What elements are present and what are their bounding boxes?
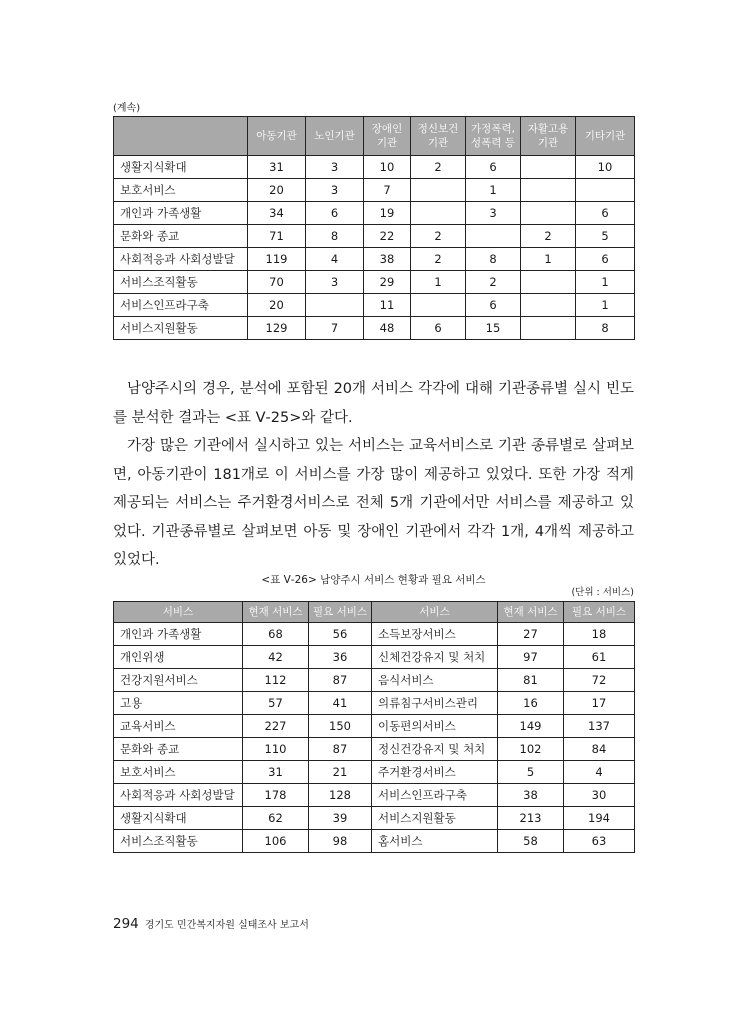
row-label-cell: 건강지원서비스	[114, 669, 243, 692]
table-row	[114, 669, 635, 692]
row-label-cell: 서비스지원활동	[114, 317, 248, 340]
row-label-cell: 사회적응과 사회성발달	[114, 248, 248, 271]
value-cell: 6	[411, 317, 466, 340]
row-label-cell: 개인과 가족생활	[114, 202, 248, 225]
value-cell	[411, 202, 466, 225]
table-row	[114, 202, 635, 225]
value-cell	[521, 294, 576, 317]
column-header: 서비스	[114, 602, 243, 623]
value-cell: 112	[243, 669, 309, 692]
row-label-cell: 서비스조직활동	[114, 271, 248, 294]
row-label-cell: 보호서비스	[114, 761, 243, 784]
value-cell: 87	[309, 669, 372, 692]
value-cell: 36	[309, 646, 372, 669]
value-cell: 150	[309, 715, 372, 738]
row-label-cell: 홈서비스	[372, 830, 498, 853]
value-cell: 8	[466, 248, 521, 271]
table-row	[114, 830, 635, 853]
value-cell: 20	[248, 294, 306, 317]
column-header: 아동기관	[248, 117, 306, 156]
column-header: 장애인 기관	[364, 117, 411, 156]
value-cell	[411, 294, 466, 317]
value-cell: 62	[243, 807, 309, 830]
value-cell: 8	[576, 317, 635, 340]
paragraph-2-text: 가장 많은 기관에서 실시하고 있는 서비스는 교육서비스로 기관 종류별로 살펴보면, 아동기관이 181개로 이 서비스를 가장 많이 제공하고 있었다. 또한 가장 적게 제공되는 서비스는 주거환경서비스로 전체 5개 기관에서만 서비스를 제공하고 있었다. 기관종류별로 살펴보면 아동 및 장애인 기관에서 각각 1개, 4개씩 제공하고 있었다.	[113, 438, 634, 568]
value-cell: 71	[248, 225, 306, 248]
value-cell: 4	[564, 761, 635, 784]
table-row	[114, 248, 635, 271]
value-cell: 2	[411, 248, 466, 271]
value-cell: 11	[364, 294, 411, 317]
value-cell	[306, 294, 364, 317]
table-row	[114, 156, 635, 179]
value-cell: 87	[309, 738, 372, 761]
report-title: 경기도 민간복지자원 실태조사 보고서	[144, 920, 309, 931]
institution-type-service-table	[113, 116, 635, 340]
table-row	[114, 317, 635, 340]
value-cell: 10	[576, 156, 635, 179]
table-row	[114, 807, 635, 830]
value-cell: 19	[364, 202, 411, 225]
value-cell: 27	[498, 623, 564, 646]
row-label-cell: 이동편의서비스	[372, 715, 498, 738]
value-cell: 6	[466, 156, 521, 179]
table-2-caption: <표 Ⅴ-26> 남양주시 서비스 현황과 필요 서비스	[261, 574, 486, 586]
column-header: 현재 서비스	[243, 602, 309, 623]
table-row	[114, 784, 635, 807]
value-cell: 20	[248, 179, 306, 202]
page-number: 294	[113, 916, 139, 932]
value-cell: 4	[306, 248, 364, 271]
value-cell: 3	[306, 271, 364, 294]
value-cell	[521, 317, 576, 340]
value-cell: 3	[306, 179, 364, 202]
column-header: 기타기관	[576, 117, 635, 156]
value-cell	[521, 202, 576, 225]
value-cell: 2	[466, 271, 521, 294]
column-header	[114, 117, 248, 156]
value-cell: 7	[364, 179, 411, 202]
paragraph-1-text: 남양주시의 경우, 분석에 포함된 20개 서비스 각각에 대해 기관종류별 실시 빈도를 분석한 결과는 <표 Ⅴ-25>와 같다.	[113, 381, 634, 426]
row-label-cell: 교육서비스	[114, 715, 243, 738]
column-header: 필요 서비스	[309, 602, 372, 623]
value-cell: 178	[243, 784, 309, 807]
value-cell: 15	[466, 317, 521, 340]
page-footer	[113, 916, 309, 932]
value-cell: 58	[498, 830, 564, 853]
value-cell: 5	[576, 225, 635, 248]
table-row	[114, 715, 635, 738]
row-label-cell: 신체건강유지 및 처치	[372, 646, 498, 669]
value-cell: 98	[309, 830, 372, 853]
value-cell: 102	[498, 738, 564, 761]
value-cell: 213	[498, 807, 564, 830]
value-cell: 149	[498, 715, 564, 738]
value-cell: 48	[364, 317, 411, 340]
value-cell: 63	[564, 830, 635, 853]
column-header: 가정폭력, 성폭력 등	[466, 117, 521, 156]
table-row	[114, 692, 635, 715]
row-label-cell: 소득보장서비스	[372, 623, 498, 646]
table-row	[114, 738, 635, 761]
value-cell: 6	[576, 202, 635, 225]
row-label-cell: 의류침구서비스관리	[372, 692, 498, 715]
value-cell: 34	[248, 202, 306, 225]
value-cell: 129	[248, 317, 306, 340]
table-2-unit: (단위 : 서비스)	[571, 587, 634, 598]
column-header: 현재 서비스	[498, 602, 564, 623]
value-cell: 16	[498, 692, 564, 715]
continued-label: (계속)	[113, 103, 141, 114]
row-label-cell: 서비스인프라구축	[372, 784, 498, 807]
table-row	[114, 225, 635, 248]
row-label-cell: 서비스조직활동	[114, 830, 243, 853]
row-label-cell: 서비스인프라구축	[114, 294, 248, 317]
value-cell: 84	[564, 738, 635, 761]
table-row	[114, 271, 635, 294]
value-cell: 39	[309, 807, 372, 830]
service-status-table	[113, 601, 635, 853]
value-cell: 17	[564, 692, 635, 715]
row-label-cell: 개인과 가족생활	[114, 623, 243, 646]
value-cell: 22	[364, 225, 411, 248]
table-row	[114, 761, 635, 784]
value-cell: 6	[576, 248, 635, 271]
paragraph-1	[113, 375, 634, 432]
value-cell: 42	[243, 646, 309, 669]
table-row	[114, 623, 635, 646]
value-cell: 137	[564, 715, 635, 738]
value-cell: 8	[306, 225, 364, 248]
value-cell: 3	[466, 202, 521, 225]
value-cell	[521, 271, 576, 294]
column-header: 정신보건 기관	[411, 117, 466, 156]
value-cell: 1	[576, 271, 635, 294]
value-cell: 29	[364, 271, 411, 294]
value-cell	[521, 156, 576, 179]
value-cell: 1	[521, 248, 576, 271]
value-cell	[466, 225, 521, 248]
value-cell	[411, 179, 466, 202]
row-label-cell: 문화와 종교	[114, 738, 243, 761]
value-cell: 72	[564, 669, 635, 692]
value-cell: 106	[243, 830, 309, 853]
row-label-cell: 보호서비스	[114, 179, 248, 202]
value-cell: 1	[411, 271, 466, 294]
column-header: 자활고용 기관	[521, 117, 576, 156]
row-label-cell: 서비스지원활동	[372, 807, 498, 830]
table-row	[114, 179, 635, 202]
value-cell: 41	[309, 692, 372, 715]
value-cell: 2	[411, 156, 466, 179]
column-header: 서비스	[372, 602, 498, 623]
value-cell: 1	[576, 294, 635, 317]
row-label-cell: 개인위생	[114, 646, 243, 669]
value-cell: 110	[243, 738, 309, 761]
column-header: 필요 서비스	[564, 602, 635, 623]
value-cell: 119	[248, 248, 306, 271]
value-cell: 227	[243, 715, 309, 738]
value-cell: 38	[364, 248, 411, 271]
value-cell	[576, 179, 635, 202]
value-cell: 10	[364, 156, 411, 179]
value-cell: 18	[564, 623, 635, 646]
row-label-cell: 문화와 종교	[114, 225, 248, 248]
value-cell	[521, 179, 576, 202]
value-cell: 38	[498, 784, 564, 807]
value-cell: 97	[498, 646, 564, 669]
value-cell: 3	[306, 156, 364, 179]
value-cell: 1	[466, 179, 521, 202]
value-cell: 6	[466, 294, 521, 317]
row-label-cell: 고용	[114, 692, 243, 715]
row-label-cell: 사회적응과 사회성발달	[114, 784, 243, 807]
value-cell: 31	[248, 156, 306, 179]
column-header: 노인기관	[306, 117, 364, 156]
value-cell: 2	[411, 225, 466, 248]
value-cell: 68	[243, 623, 309, 646]
value-cell: 6	[306, 202, 364, 225]
value-cell: 2	[521, 225, 576, 248]
value-cell: 61	[564, 646, 635, 669]
table-row	[114, 294, 635, 317]
value-cell: 194	[564, 807, 635, 830]
value-cell: 5	[498, 761, 564, 784]
row-label-cell: 음식서비스	[372, 669, 498, 692]
row-label-cell: 주거환경서비스	[372, 761, 498, 784]
value-cell: 30	[564, 784, 635, 807]
value-cell: 31	[243, 761, 309, 784]
value-cell: 128	[309, 784, 372, 807]
value-cell: 57	[243, 692, 309, 715]
value-cell: 56	[309, 623, 372, 646]
table-row	[114, 646, 635, 669]
value-cell: 70	[248, 271, 306, 294]
row-label-cell: 생활지식확대	[114, 807, 243, 830]
value-cell: 81	[498, 669, 564, 692]
row-label-cell: 정신건강유지 및 처치	[372, 738, 498, 761]
paragraph-2	[113, 432, 634, 575]
value-cell: 21	[309, 761, 372, 784]
value-cell: 7	[306, 317, 364, 340]
row-label-cell: 생활지식확대	[114, 156, 248, 179]
